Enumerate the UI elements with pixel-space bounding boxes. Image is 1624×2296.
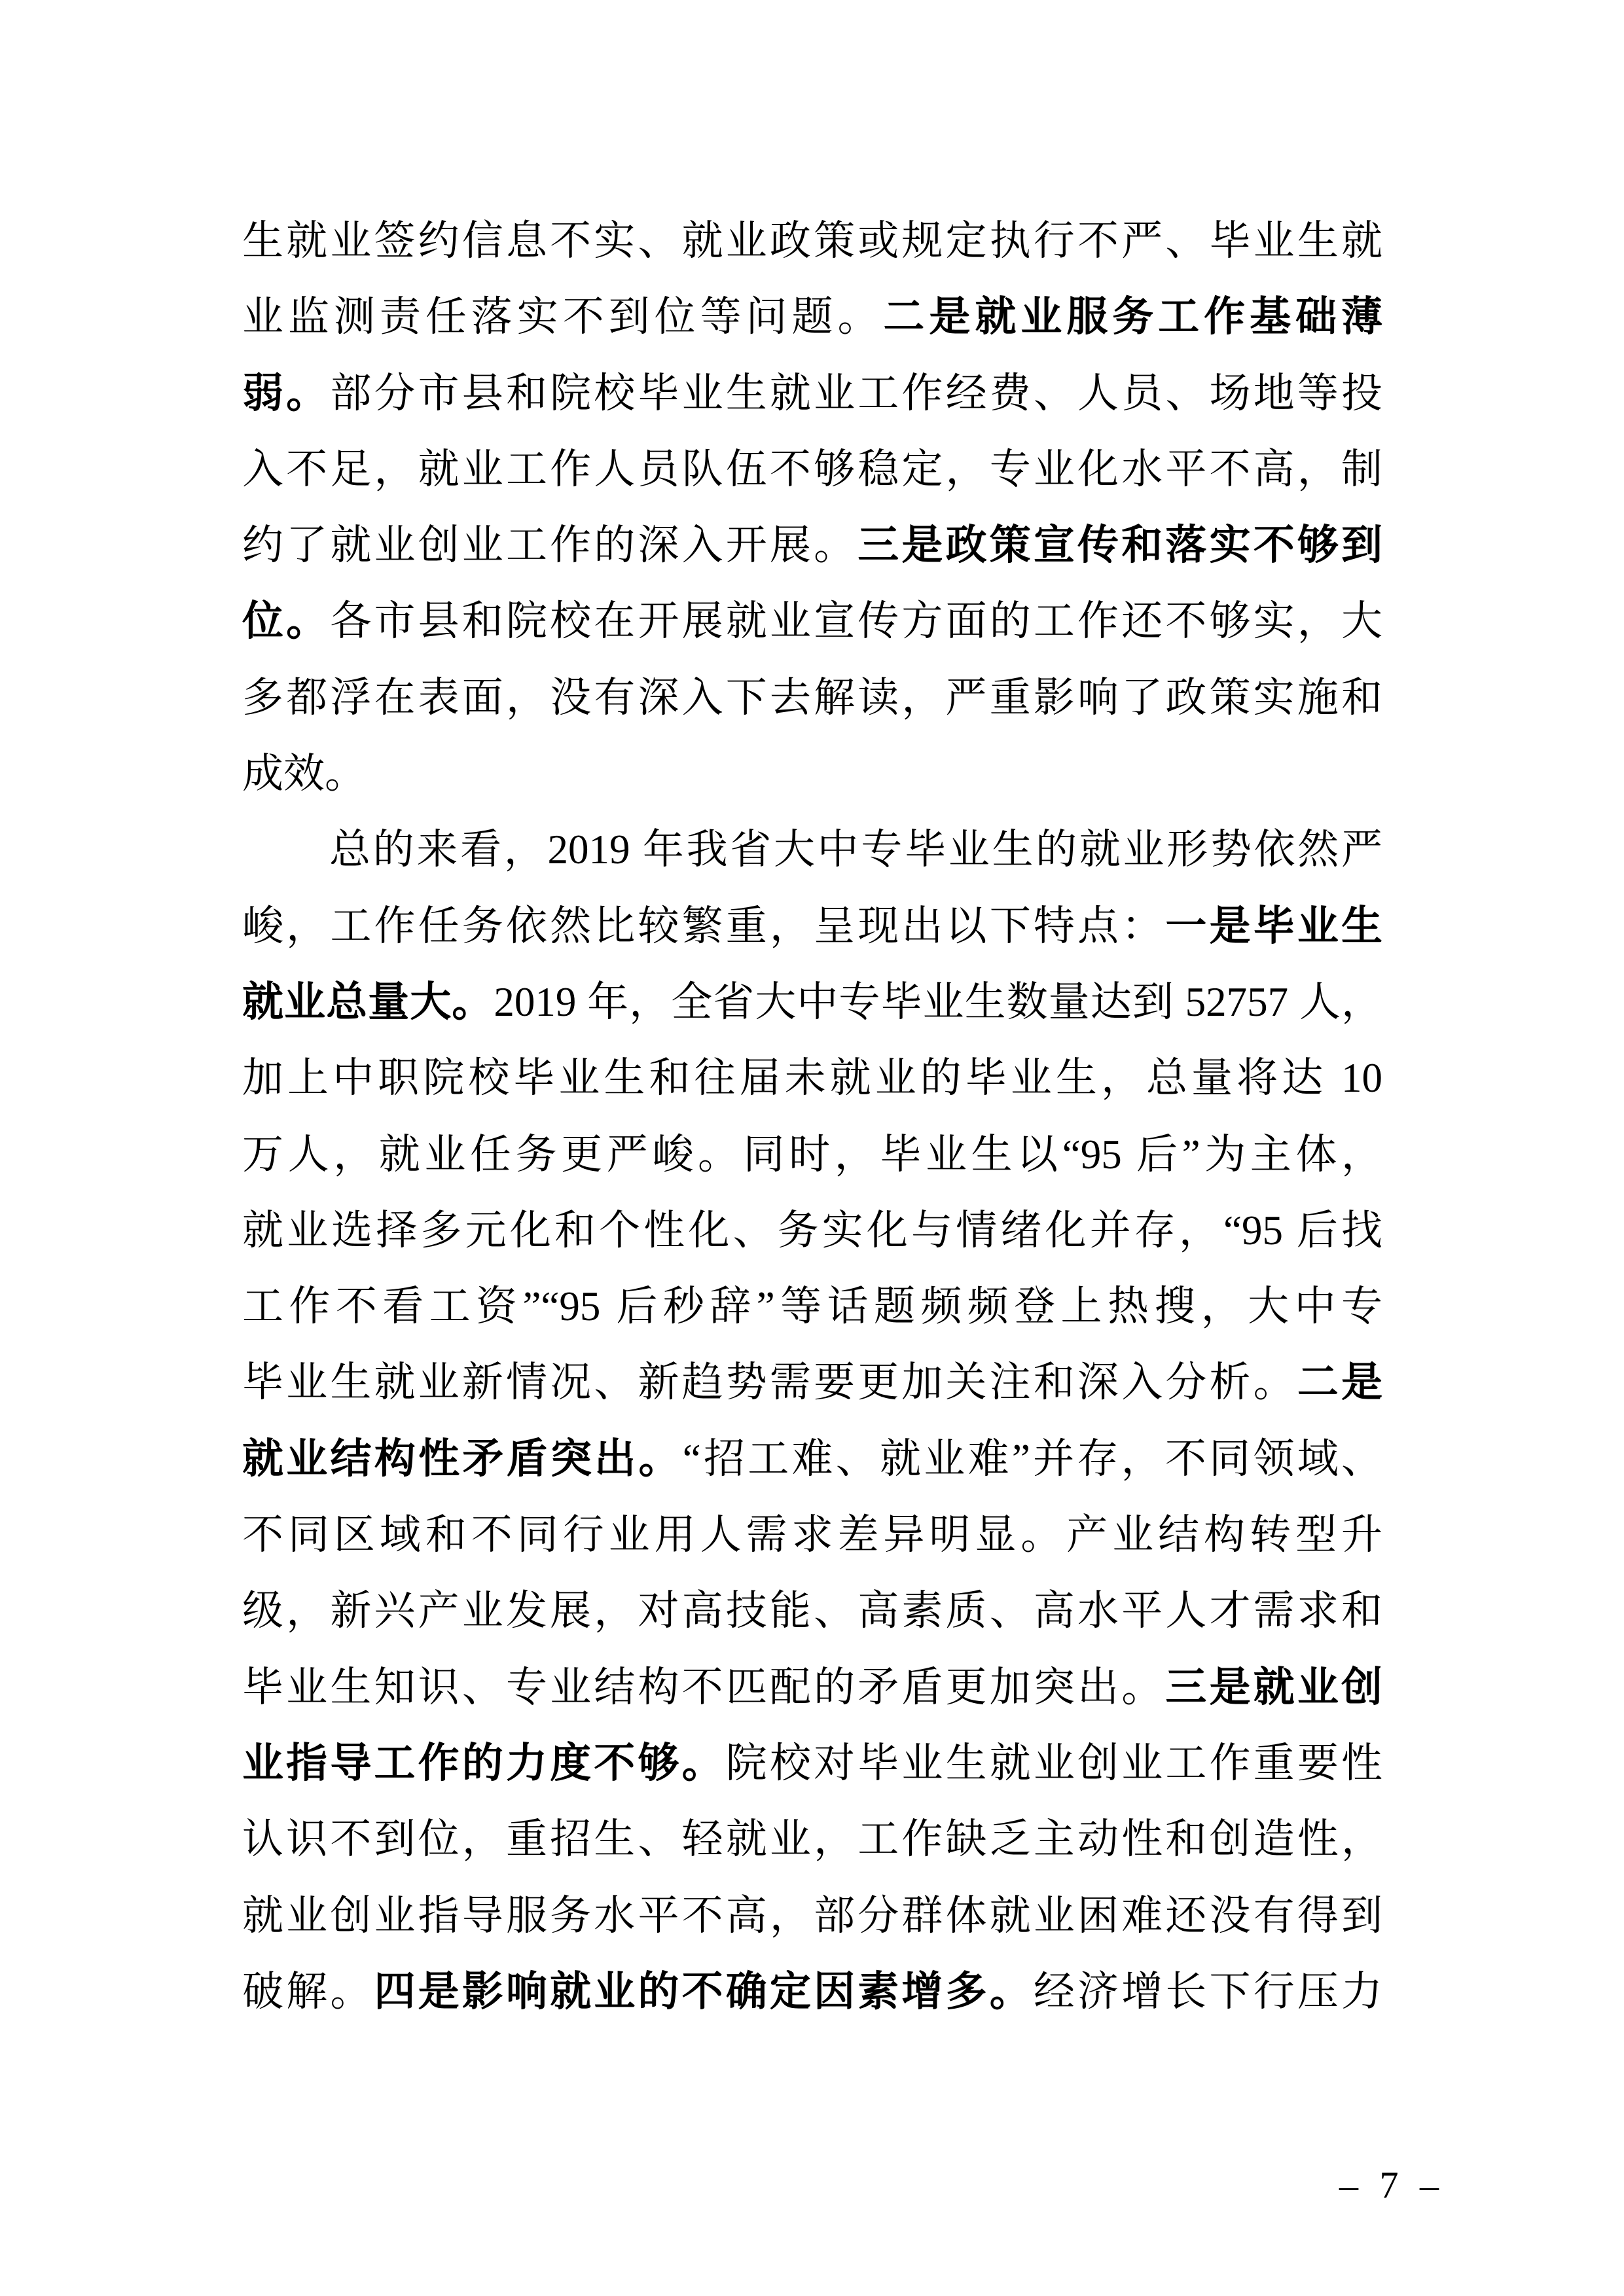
text-line bbox=[242, 203, 1382, 279]
text-line bbox=[242, 1725, 1382, 1801]
text-line bbox=[242, 1040, 1382, 1116]
bold-text-segment: 位。 bbox=[242, 598, 331, 645]
text-line bbox=[242, 1117, 1382, 1193]
text-segment: 万人，就业任务更严峻。同时，毕业生以“95 后”为主体， bbox=[242, 1131, 1382, 1177]
bold-text-segment: 二是就业服务工作基础薄 bbox=[883, 294, 1382, 340]
text-segment: 业监测责任落实不到位等问题。 bbox=[242, 294, 884, 340]
bold-text-segment: 三是政策宣传和落实不够到 bbox=[857, 522, 1382, 569]
text-segment: 部分市县和院校毕业生就业工作经费、人员、场地等投 bbox=[330, 370, 1382, 416]
body-text bbox=[242, 203, 1382, 2030]
bold-text-segment: 就业结构性矛盾突出。 bbox=[242, 1435, 683, 1482]
bold-text-segment: 就业总量大。 bbox=[242, 978, 494, 1025]
text-line bbox=[242, 812, 1382, 888]
text-line bbox=[242, 1344, 1382, 1420]
text-segment: 就业选择多元化和个性化、务实化与情绪化并存，“95 后找 bbox=[242, 1207, 1382, 1253]
text-line bbox=[242, 1421, 1382, 1497]
text-line bbox=[242, 1573, 1382, 1649]
text-line bbox=[242, 736, 1382, 812]
text-line bbox=[242, 1801, 1382, 1877]
bold-text-segment: 四是影响就业的不确定因素增多。 bbox=[374, 1968, 1034, 2015]
text-segment: 毕业生就业新情况、新趋势需要更加关注和深入分析。 bbox=[242, 1359, 1297, 1406]
text-segment: 认识不到位，重招生、轻就业，工作缺乏主动性和创造性， bbox=[242, 1816, 1382, 1863]
bold-text-segment: 三是就业创 bbox=[1165, 1664, 1382, 1710]
text-line bbox=[242, 1497, 1382, 1573]
text-segment: 就业创业指导服务水平不高，部分群体就业困难还没有得到 bbox=[242, 1892, 1382, 1939]
text-segment: 成效。 bbox=[242, 751, 366, 797]
bold-text-segment: 一是毕业生 bbox=[1165, 903, 1382, 949]
text-line bbox=[242, 279, 1382, 355]
text-segment: 破解。 bbox=[242, 1968, 374, 2015]
text-segment: 经济增长下行压力 bbox=[1033, 1968, 1382, 2015]
text-segment: 院校对毕业生就业创业工作重要性 bbox=[725, 1740, 1382, 1786]
text-segment: 总的来看，2019 年我省大中专毕业生的就业形势依然严 bbox=[329, 827, 1382, 873]
page-number-text: – 7 – bbox=[1339, 2164, 1445, 2206]
text-line bbox=[242, 507, 1382, 583]
bold-text-segment: 二是 bbox=[1297, 1359, 1382, 1406]
text-segment: 加上中职院校毕业生和往届未就业的毕业生，总量将达 10 bbox=[242, 1055, 1382, 1102]
text-line bbox=[242, 964, 1382, 1040]
bold-text-segment: 业指导工作的力度不够。 bbox=[242, 1740, 726, 1786]
text-segment: 多都浮在表面，没有深入下去解读，严重影响了政策实施和 bbox=[242, 674, 1382, 721]
text-segment: 峻，工作任务依然比较繁重，呈现出以下特点： bbox=[242, 903, 1166, 949]
bold-text-segment: 弱。 bbox=[242, 370, 331, 416]
text-segment: 2019 年，全省大中专毕业生数量达到 52757 人， bbox=[494, 978, 1382, 1025]
text-segment: 生就业签约信息不实、就业政策或规定执行不严、毕业生就 bbox=[242, 218, 1382, 264]
text-segment: 各市县和院校在开展就业宣传方面的工作还不够实，大 bbox=[330, 598, 1382, 645]
text-segment: 级，新兴产业发展，对高技能、高素质、高水平人才需求和 bbox=[242, 1588, 1382, 1634]
text-segment: 约了就业创业工作的深入开展。 bbox=[242, 522, 858, 569]
text-segment: 工作不看工资”“95 后秒辞”等话题频频登上热搜，大中专 bbox=[242, 1283, 1382, 1330]
page-number bbox=[1278, 2128, 1445, 2242]
text-line bbox=[242, 1649, 1382, 1725]
text-segment: 入不足，就业工作人员队伍不够稳定，专业化水平不高，制 bbox=[242, 446, 1382, 492]
text-line bbox=[242, 660, 1382, 736]
text-line bbox=[242, 1193, 1382, 1268]
text-line bbox=[242, 1878, 1382, 1954]
text-segment: “招工难、就业难”并存，不同领域、 bbox=[682, 1435, 1382, 1482]
text-line bbox=[242, 431, 1382, 507]
text-line bbox=[242, 1954, 1382, 2030]
text-segment: 毕业生知识、专业结构不匹配的矛盾更加突出。 bbox=[242, 1664, 1166, 1710]
text-line bbox=[242, 355, 1382, 431]
text-line bbox=[242, 583, 1382, 659]
text-line bbox=[242, 888, 1382, 964]
text-segment: 不同区域和不同行业用人需求差异明显。产业结构转型升 bbox=[242, 1512, 1382, 1558]
text-line bbox=[242, 1268, 1382, 1344]
